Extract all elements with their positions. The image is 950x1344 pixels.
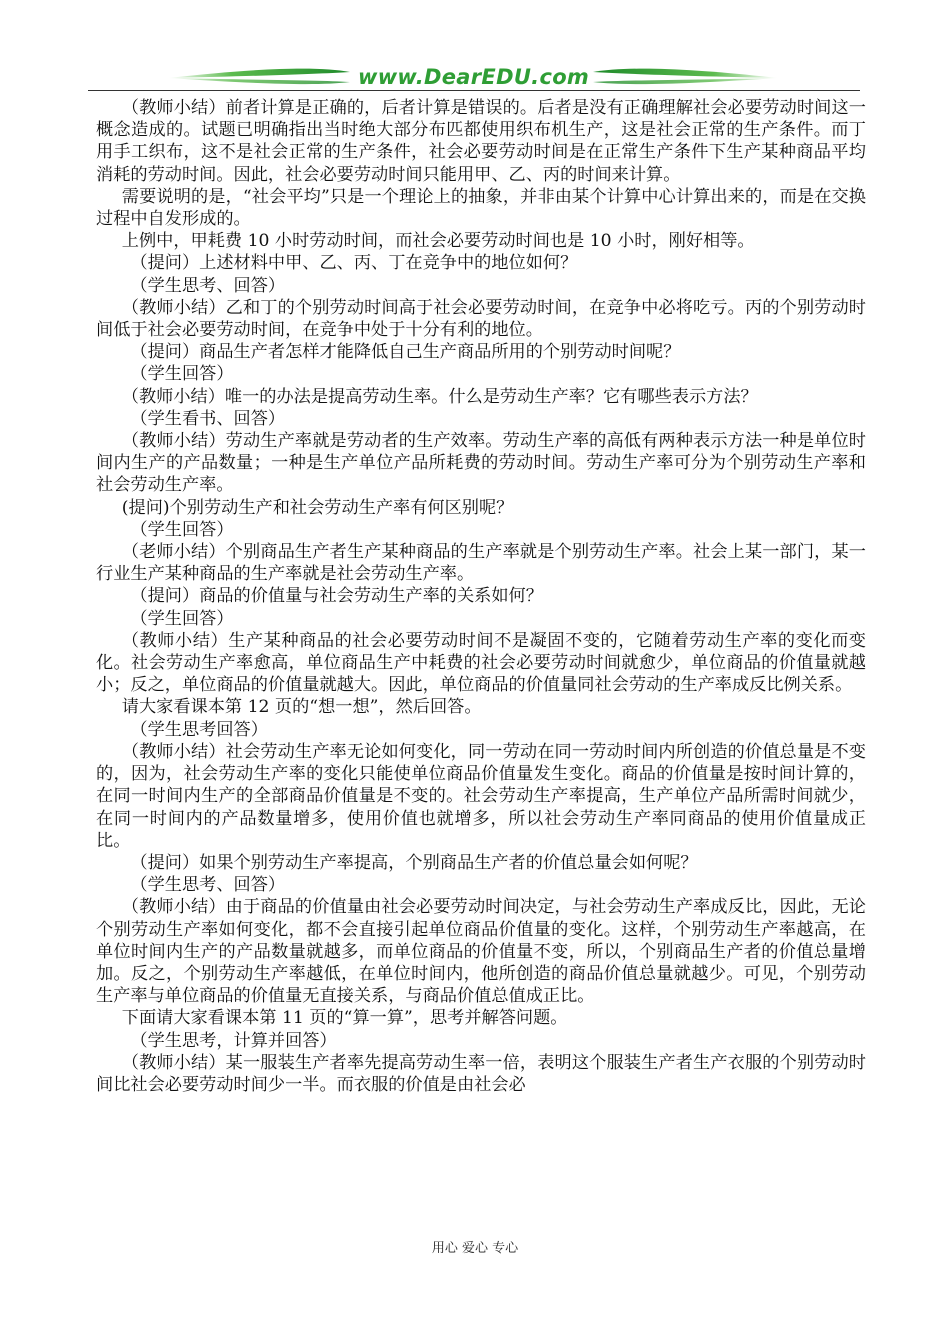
header-divider	[88, 90, 860, 91]
paragraph: （学生看书、回答）	[130, 408, 286, 429]
paragraph: （学生思考，计算并回答）	[130, 1030, 337, 1051]
paragraph: （教师小结）乙和丁的个别劳动时间高于社会必要劳动时间，在竞争中必将吃亏。丙的个别劳动时间低于社会必要劳动时间，在竞争中处于十分有利的地位。	[96, 297, 866, 341]
paragraph: （学生回答）	[130, 364, 234, 385]
paragraph: （提问）如果个别劳动生产率提高，个别商品生产者的价值总量会如何呢？	[130, 852, 698, 873]
paragraph: （提问）上述材料中甲、乙、丙、丁在竞争中的地位如何？	[130, 253, 578, 274]
paragraph: （教师小结）社会劳动生产率无论如何变化，同一劳动在同一劳动时间内所创造的价值总量是不变的，因为，社会劳动生产率的变化只能使单位商品价值量发生变化。商品的价值量是按时间计算的，在同一时间内生产的全部商品价值量是不变的。社会劳动生产率提高，生产单位产品所需时间就少，在同一时间内的产品数量增多，使用价值也就增多，所以社会劳动生产率同商品的使用价值量成正比。	[96, 741, 866, 851]
paragraph: （老师小结）个别商品生产者生产某种商品的生产率就是个别劳动生产率。社会上某一部门，某一行业生产某种商品的生产率就是社会劳动生产率。	[96, 542, 866, 585]
paragraph: （提问）商品的价值量与社会劳动生产率的关系如何？	[130, 586, 543, 607]
paragraph: （学生回答）	[130, 608, 234, 629]
site-url-logo: www.DearEDU.com	[358, 65, 590, 89]
paragraph: （学生思考回答）	[130, 719, 268, 740]
paragraph: （教师小结）劳动生产率就是劳动者的生产效率。劳动生产率的高低有两种表示方法一种是单位时间内生产的产品数量；一种是生产单位产品所耗费的劳动时间。劳动生产率可分为个别劳动生产率和社会劳动生产率。	[96, 431, 866, 496]
paragraph: （教师小结）由于商品的价值量由社会必要劳动时间决定，与社会劳动生产率成反比，因此，无论个别劳动生产率如何变化，都不会直接引起单位商品价值量的变化。这样，个别劳动生产率越高，在单位时间内生产的产品数量就越多，而单位商品的价值量不变，所以，个别商品生产者的价值总量增加。反之，个别劳动生产率越低，在单位时间内，他所创造的商品价值总量就越少。可见，个别劳动生产率与单位商品的价值量无直接关系，与商品价值总值成正比。	[96, 897, 866, 1007]
paragraph: （教师小结）生产某种商品的社会必要劳动时间不是凝固不变的，它随着劳动生产率的变化而变化。社会劳动生产率愈高，单位商品生产中耗费的社会必要劳动时间就愈少，单位商品的价值量就越小；反之，单位商品的价值量就越大。因此，单位商品的价值量同社会劳动的生产率成反比例关系。	[96, 630, 866, 696]
paragraph: 请大家看课本第 12 页的“想一想”，然后回答。	[121, 697, 482, 718]
paragraph: （学生思考、回答）	[130, 275, 286, 296]
paragraph: （教师小结）唯一的办法是提高劳动生率。什么是劳动生产率？它有哪些表示方法？	[121, 386, 758, 407]
paragraph: （教师小结）某一服装生产者率先提高劳动生率一倍，表明这个服装生产者生产衣服的个别劳动时间比社会必要劳动时间少一半。而衣服的价值是由社会必	[96, 1052, 866, 1095]
paragraph: 下面请大家看课本第 11 页的“算一算”，思考并解答问题。	[121, 1008, 568, 1029]
paragraph: 需要说明的是，“社会平均”只是一个理论上的抽象，并非由某个计算中心计算出来的，而是在交换过程中自发形成的。	[96, 186, 866, 230]
paragraph: （学生思考、回答）	[130, 875, 286, 896]
page-footer: 用心 爱心 专心	[431, 1241, 519, 1256]
document-body	[96, 97, 866, 1096]
paragraph: （提问）商品生产者怎样才能降低自己生产商品所用的个别劳动时间呢？	[130, 342, 681, 363]
paragraph: （学生回答）	[130, 519, 234, 540]
paragraph: （教师小结）前者计算是正确的，后者计算是错误的。后者是没有正确理解社会必要劳动时间这一概念造成的。试题已明确指出当时绝大部分布匹都使用织布机生产，这是社会正常的生产条件。而丁用手工织布，这不是社会正常的生产条件，社会必要劳动时间是在正常生产条件下生产某种商品平均消耗的劳动时间。因此，社会必要劳动时间只能用甲、乙、丙的时间来计算。	[96, 98, 866, 185]
paragraph: (提问)个别劳动生产和社会劳动生产率有何区别呢？	[121, 497, 514, 518]
paragraph: 上例中，甲耗费 10 小时劳动时间，而社会必要劳动时间也是 10 小时，刚好相等。	[121, 231, 755, 252]
